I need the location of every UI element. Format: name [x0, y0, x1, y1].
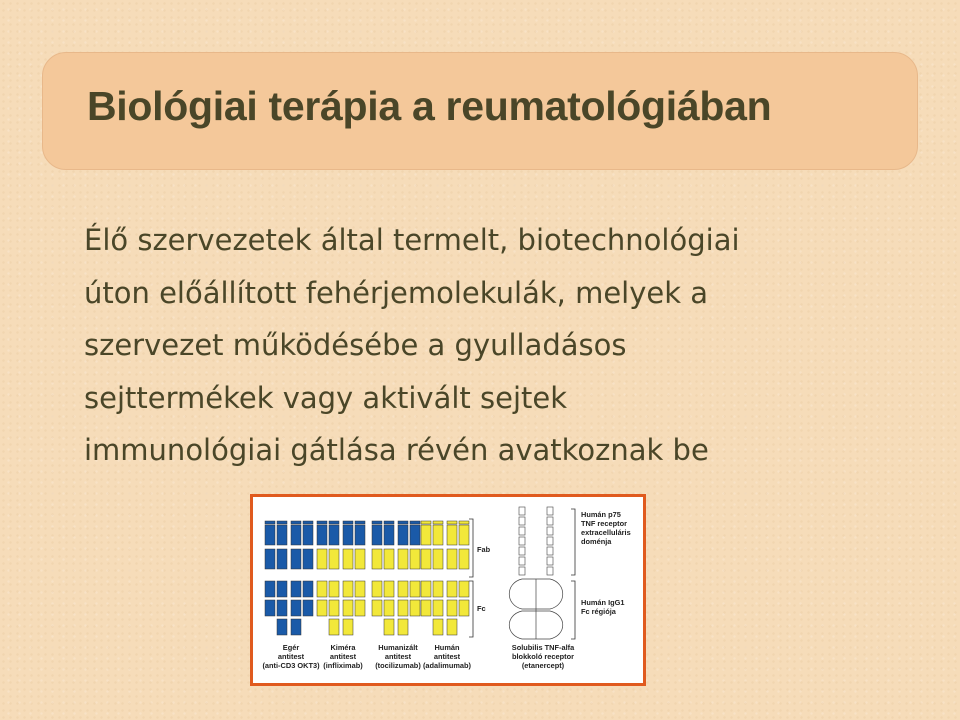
fc-domain — [291, 581, 301, 597]
fab-domain — [277, 525, 287, 545]
fab-domain — [343, 525, 353, 545]
fc-domain — [421, 581, 431, 597]
fc-domain — [265, 600, 275, 616]
fc-domain — [277, 619, 287, 635]
fc-domain — [410, 581, 420, 597]
cdr-tip — [459, 521, 469, 524]
fab-domain — [433, 549, 443, 569]
cdr-tip — [384, 521, 394, 524]
etanercept-structure — [509, 507, 563, 639]
fab-label: Fab — [477, 545, 491, 554]
fc-domain — [398, 619, 408, 635]
fab-domain — [265, 549, 275, 569]
fc-domain — [433, 619, 443, 635]
caption-line: Solubilis TNF-alfa — [511, 643, 575, 652]
right-label: extracelluláris — [581, 528, 631, 537]
receptor-domain — [519, 527, 525, 535]
body-line: úton előállított fehérjemolekulák, melyek a — [84, 275, 709, 310]
fab-domain — [410, 549, 420, 569]
title-box — [42, 52, 918, 170]
fc-domain — [265, 581, 275, 597]
fab-domain — [291, 525, 301, 545]
fab-domain — [384, 525, 394, 545]
fc-domain — [372, 581, 382, 597]
fc-domain — [459, 600, 469, 616]
fab-domain — [291, 549, 301, 569]
fc-domain — [447, 600, 457, 616]
fc-domain — [291, 619, 301, 635]
right-label: TNF receptor — [581, 519, 627, 528]
fc-domain — [433, 581, 443, 597]
fab-domain — [459, 549, 469, 569]
receptor-domain — [519, 547, 525, 555]
body-line: sejttermékek vagy aktivált sejtek — [84, 380, 568, 415]
cdr-tip — [398, 521, 408, 524]
fc-domain — [329, 600, 339, 616]
fab-bracket — [469, 519, 473, 577]
caption-line: antitest — [433, 652, 461, 661]
receptor-domain — [519, 517, 525, 525]
fc-domain — [355, 581, 365, 597]
cdr-tip — [421, 521, 431, 524]
fc-domain — [433, 600, 443, 616]
caption-line: (anti-CD3 OKT3) — [262, 661, 320, 670]
fc-domain — [421, 600, 431, 616]
body-line: szervezet működésébe a gyulladásos — [84, 328, 627, 362]
fab-domain — [265, 525, 275, 545]
fc-domain — [384, 581, 394, 597]
caption-line: Kiméra — [330, 643, 356, 652]
receptor-domain — [519, 567, 525, 575]
caption-line: (etanercept) — [521, 661, 565, 670]
fab-domain — [355, 549, 365, 569]
fab-domain — [355, 525, 365, 545]
cdr-tip — [265, 521, 275, 524]
fc-domain — [343, 581, 353, 597]
fc-domain — [384, 600, 394, 616]
fc-domain — [398, 581, 408, 597]
cdr-tip — [355, 521, 365, 524]
fab-domain — [303, 549, 313, 569]
fc-domain — [329, 581, 339, 597]
receptor-domain — [547, 527, 553, 535]
fab-domain — [410, 525, 420, 545]
fab-domain — [447, 549, 457, 569]
fc-domain — [343, 600, 353, 616]
antibody-diagram-svg — [253, 497, 643, 683]
receptor-domain — [519, 537, 525, 545]
fab-domain — [433, 525, 443, 545]
slide-body — [84, 214, 924, 477]
cdr-tip — [372, 521, 382, 524]
receptor-domain — [547, 537, 553, 545]
fab-domain — [421, 525, 431, 545]
fc-domain — [291, 600, 301, 616]
cdr-tip — [433, 521, 443, 524]
fab-domain — [317, 549, 327, 569]
right-label: Humán IgG1 — [581, 598, 625, 607]
cdr-tip — [303, 521, 313, 524]
fc-domain — [372, 600, 382, 616]
receptor-bracket — [571, 509, 575, 575]
right-label: Humán p75 — [581, 510, 621, 519]
cdr-tip — [343, 521, 353, 524]
body-line: immunológiai gátlása révén avatkoznak be — [84, 433, 709, 467]
antibody-diagram — [250, 494, 646, 686]
right-label: Fc régiója — [581, 607, 616, 616]
fab-domain — [447, 525, 457, 545]
receptor-domain — [519, 557, 525, 565]
caption-line: antitest — [329, 652, 357, 661]
right-label: doménja — [581, 537, 612, 546]
caption-line: (adalimumab) — [422, 661, 472, 670]
caption-line: Egér — [282, 643, 300, 652]
receptor-domain — [519, 507, 525, 515]
caption-line: Humán — [434, 643, 460, 652]
fc-domain — [447, 619, 457, 635]
cdr-tip — [329, 521, 339, 524]
fc-label: Fc — [477, 604, 486, 613]
fab-domain — [329, 549, 339, 569]
fc-domain — [343, 619, 353, 635]
fc-domain — [303, 581, 313, 597]
receptor-domain — [547, 507, 553, 515]
caption-line: (tocilizumab) — [375, 661, 421, 670]
body-line: Élő szervezetek által termelt, biotechnológiai — [84, 223, 740, 257]
fc-domain — [410, 600, 420, 616]
cdr-tip — [410, 521, 420, 524]
cdr-tip — [447, 521, 457, 524]
fc-bracket — [469, 581, 473, 637]
fab-domain — [303, 525, 313, 545]
receptor-domain — [547, 517, 553, 525]
caption-line: (infliximab) — [323, 661, 363, 670]
caption-line: blokkoló receptor — [511, 652, 575, 661]
fab-domain — [343, 549, 353, 569]
fab-domain — [372, 525, 382, 545]
fc-domain — [303, 600, 313, 616]
fc-domain — [329, 619, 339, 635]
fab-domain — [459, 525, 469, 545]
fc-domain — [384, 619, 394, 635]
fab-domain — [398, 525, 408, 545]
receptor-domain — [547, 547, 553, 555]
fc-domain — [459, 581, 469, 597]
fab-domain — [329, 525, 339, 545]
igg1-bracket — [571, 581, 575, 639]
slide-title: Biológiai terápia a reumatológiában — [87, 83, 772, 129]
fc-domain — [317, 600, 327, 616]
caption-line: antitest — [384, 652, 412, 661]
fab-domain — [384, 549, 394, 569]
fab-domain — [398, 549, 408, 569]
fab-domain — [317, 525, 327, 545]
fc-domain — [398, 600, 408, 616]
caption-line: Humanizált — [378, 643, 418, 652]
fc-domain — [447, 581, 457, 597]
fc-domain — [277, 581, 287, 597]
fab-domain — [277, 549, 287, 569]
receptor-domain — [547, 557, 553, 565]
cdr-tip — [277, 521, 287, 524]
receptor-domain — [547, 567, 553, 575]
cdr-tip — [317, 521, 327, 524]
fc-domain — [355, 600, 365, 616]
fc-domain — [317, 581, 327, 597]
fab-domain — [421, 549, 431, 569]
fc-domain — [277, 600, 287, 616]
fab-domain — [372, 549, 382, 569]
caption-line: antitest — [277, 652, 305, 661]
cdr-tip — [291, 521, 301, 524]
